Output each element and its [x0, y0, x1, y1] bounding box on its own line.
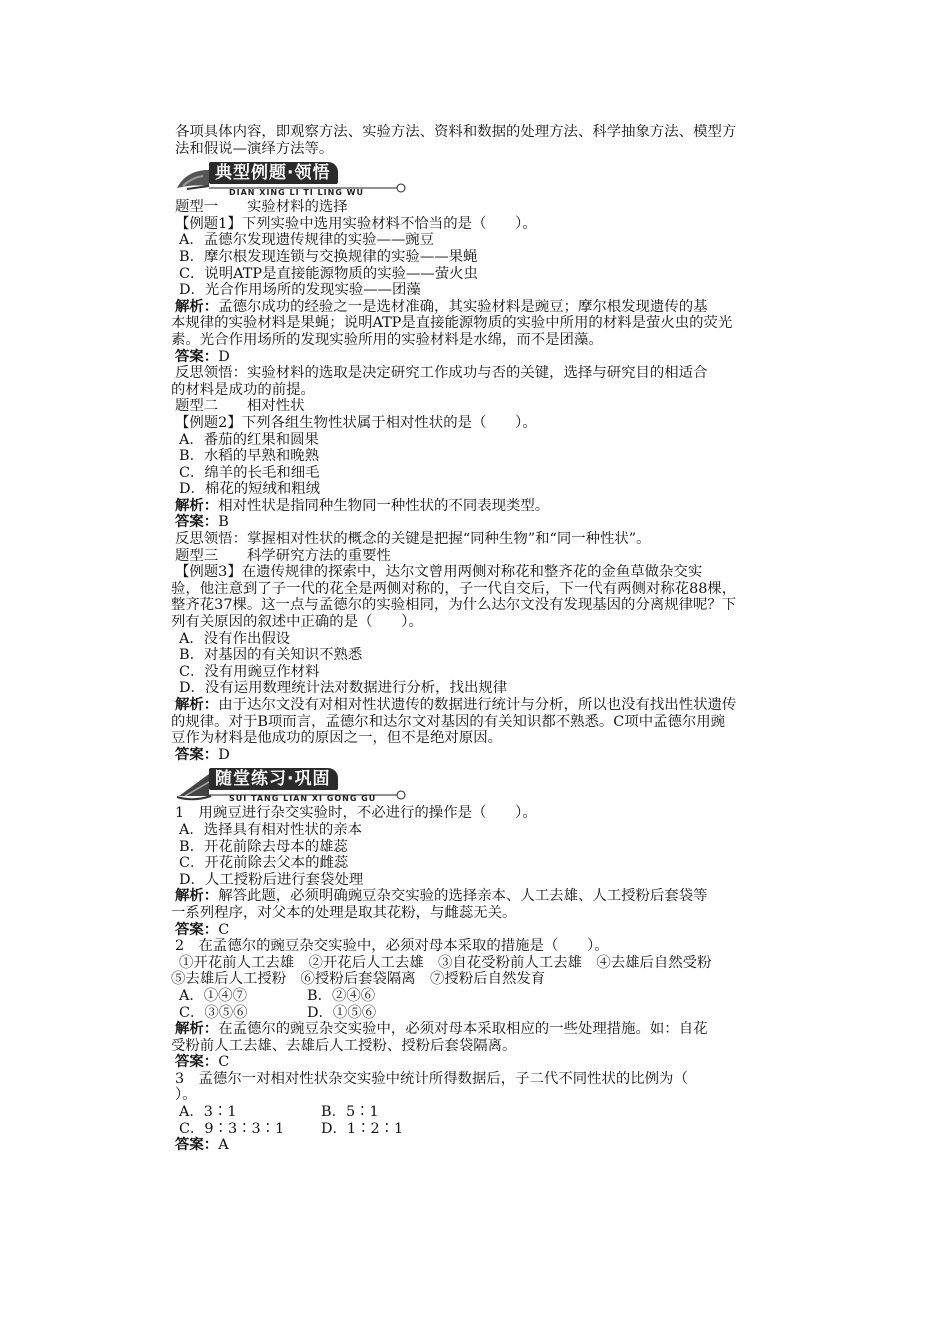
option-c: C．没有用豌豆作材料	[179, 663, 320, 680]
option-c: C．绵羊的长毛和细毛	[179, 464, 320, 481]
option-row	[175, 1121, 808, 1138]
option-d: D．1∶2∶1	[321, 1120, 404, 1137]
option-c: C．开花前除去父本的雌蕊	[179, 855, 349, 872]
analysis-label: 解析：	[175, 887, 219, 905]
analysis-label: 解析：	[175, 696, 219, 713]
question-stem: 1 用豌豆进行杂交实验时，不必进行的操作是（ ）。	[175, 805, 537, 822]
option-d: D．人工授粉后进行套袋处理	[179, 871, 364, 888]
page-content	[171, 124, 808, 1154]
question-stem: 整齐花37棵。这一点与孟德尔的实验相同，为什么达尔文没有发现基因的分离规律呢？下	[171, 597, 737, 614]
question-stem: 验，他注意到了子一代的花全是两侧对称的，子一代自交后，下一代有两侧对称花88棵，	[171, 580, 737, 597]
analysis-text: 在孟德尔的豌豆杂交实验中，必须对母本采取相应的一些处理措施。如：自花	[218, 1021, 708, 1038]
answer-line	[175, 1137, 808, 1154]
answer-value: C	[218, 1054, 230, 1071]
analysis-line: 豆作为材料是他成功的原因之一，但不是绝对原因。	[171, 730, 502, 747]
banner-pinyin: SUI TANG LIAN XI GONG GU	[229, 794, 377, 804]
option-a: A．番茄的红果和圆果	[179, 431, 319, 448]
analysis-line	[175, 498, 808, 515]
section-banner-typical-examples	[175, 158, 808, 198]
option-b: B．②④⑥	[307, 987, 376, 1004]
option-b: B．对基因的有关知识不熟悉	[179, 647, 363, 664]
section-heading: 题型二 相对性状	[175, 398, 305, 415]
answer-label: 答案：	[175, 920, 219, 938]
reflection-line: 反思领悟：掌握相对性状的概念的关键是把握“同种生物”和“同一种性状”。	[175, 531, 651, 548]
question-stem: 【例题2】下列各组生物性状属于相对性状的是（ ）。	[175, 414, 537, 431]
question-stem: 3 孟德尔一对相对性状杂交实验中统计所得数据后，子二代不同性状的比例为（	[175, 1070, 688, 1087]
option-a: A．孟德尔发现遗传规律的实验——豌豆	[179, 232, 435, 249]
analysis-line: 受粉前人工去雄、去雄后人工授粉、授粉后套袋隔离。	[171, 1037, 517, 1054]
intro-line: 各项具体内容，即观察方法、实验方法、资料和数据的处理方法、科学抽象方法、模型方	[175, 124, 737, 140]
question-stem: 列有关原因的叙述中正确的是（ ）。	[171, 614, 423, 631]
analysis-text: 孟德尔成功的经验之一是选材准确，其实验材料是豌豆；摩尔根发现遗传的基	[218, 298, 708, 315]
section-heading: 题型一 实验材料的选择	[175, 199, 348, 216]
banner-pinyin: DIAN XING LI TI LING WU	[229, 188, 364, 198]
analysis-label: 解析：	[175, 1020, 219, 1038]
option-d: D．棉花的短绒和粗绒	[179, 481, 321, 498]
question-stem: ）。	[175, 1087, 197, 1104]
banner-title: 典型例题·领悟	[209, 162, 338, 184]
answer-label: 答案：	[175, 745, 219, 763]
statement-items: ①开花前人工去雄 ②开花后人工去雄 ③自花受粉前人工去雄 ④去雄后自然受粉	[179, 954, 712, 971]
option-row	[175, 988, 808, 1005]
answer-line	[175, 747, 808, 764]
analysis-label: 解析：	[175, 496, 219, 514]
option-a: A．选择具有相对性状的亲本	[179, 821, 363, 838]
answer-value: B	[218, 514, 229, 531]
section-banner-practice	[175, 764, 808, 804]
analysis-line	[175, 299, 808, 316]
question-stem: 【例题1】下列实验中选用实验材料不恰当的是（ ）。	[175, 215, 537, 232]
option-b: B．5∶1	[321, 1104, 379, 1121]
answer-value: D	[218, 746, 230, 763]
option-a: A．3∶1	[179, 1104, 237, 1121]
statement-items: ⑤去雄后人工授粉 ⑥授粉后套袋隔离 ⑦授粉后自然发育	[171, 971, 546, 988]
section-heading: 题型三 科学研究方法的重要性	[175, 547, 391, 564]
analysis-line	[175, 697, 808, 714]
intro-line: 法和假说—演绎方法等。	[175, 140, 334, 157]
question-stem: 【例题3】在遗传规律的探索中，达尔文曾用两侧对称花和整齐花的金鱼草做杂交实	[175, 564, 703, 581]
analysis-label: 解析：	[175, 297, 219, 315]
option-row	[175, 1005, 808, 1022]
answer-line	[175, 349, 808, 366]
analysis-line: 的规律。对于B项而言，孟德尔和达尔文对基因的有关知识都不熟悉。C项中孟德尔用豌	[171, 713, 726, 730]
analysis-text: 相对性状是指同种生物同一种性状的不同表现类型。	[218, 497, 550, 514]
option-b: B．开花前除去母本的雄蕊	[179, 838, 348, 855]
answer-value: A	[218, 1137, 229, 1154]
option-row	[175, 1104, 808, 1121]
answer-label: 答案：	[175, 1136, 219, 1154]
option-d: D．①⑤⑥	[307, 1004, 377, 1021]
option-b: B．摩尔根发现连锁与交换规律的实验——果蝇	[179, 248, 478, 265]
analysis-text: 由于达尔文没有对相对性状遗传的数据进行统计与分析，所以也没有找出性状遗传	[218, 697, 737, 713]
analysis-line: 一系列程序，对父本的处理是取其花粉，与雌蕊无关。	[171, 904, 517, 921]
question-stem: 2 在孟德尔的豌豆杂交实验中，必须对母本采取的措施是（ ）。	[175, 938, 609, 955]
analysis-text: 解答此题，必须明确豌豆杂交实验的选择亲本、人工去雄、人工授粉后套袋等	[218, 888, 708, 905]
option-a: A．没有作出假设	[179, 630, 291, 647]
banner-title: 随堂练习·巩固	[209, 768, 338, 790]
reflection-line: 的材料是成功的前提。	[171, 381, 315, 398]
answer-line	[175, 514, 808, 531]
answer-label: 答案：	[175, 513, 219, 531]
answer-label: 答案：	[175, 347, 219, 365]
answer-label: 答案：	[175, 1053, 219, 1071]
analysis-line: 本规律的实验材料是果蝇；说明ATP是直接能源物质的实验中所用的材料是萤火虫的荧光	[171, 315, 733, 332]
answer-line	[175, 1054, 808, 1071]
option-d: D．没有运用数理统计法对数据进行分析，找出规律	[179, 680, 508, 697]
reflection-line: 反思领悟：实验材料的选取是决定研究工作成功与否的关键，选择与研究目的相适合	[175, 365, 708, 382]
option-c: C．9∶3∶3∶1	[179, 1120, 285, 1137]
option-d: D．光合作用场所的发现实验——团藻	[179, 282, 421, 299]
option-a: A．①④⑦	[179, 987, 247, 1004]
answer-value: C	[218, 921, 230, 938]
analysis-line: 素。光合作用场所的发现实验所用的实验材料是水绵，而不是团藻。	[171, 331, 603, 348]
answer-value: D	[218, 348, 230, 365]
option-b: B．水稻的早熟和晚熟	[179, 448, 320, 465]
option-c: C．说明ATP是直接能源物质的实验——萤火虫	[179, 265, 478, 282]
analysis-line	[175, 888, 808, 905]
answer-line	[175, 922, 808, 939]
analysis-line	[175, 1021, 808, 1038]
option-c: C．③⑤⑥	[179, 1004, 248, 1021]
